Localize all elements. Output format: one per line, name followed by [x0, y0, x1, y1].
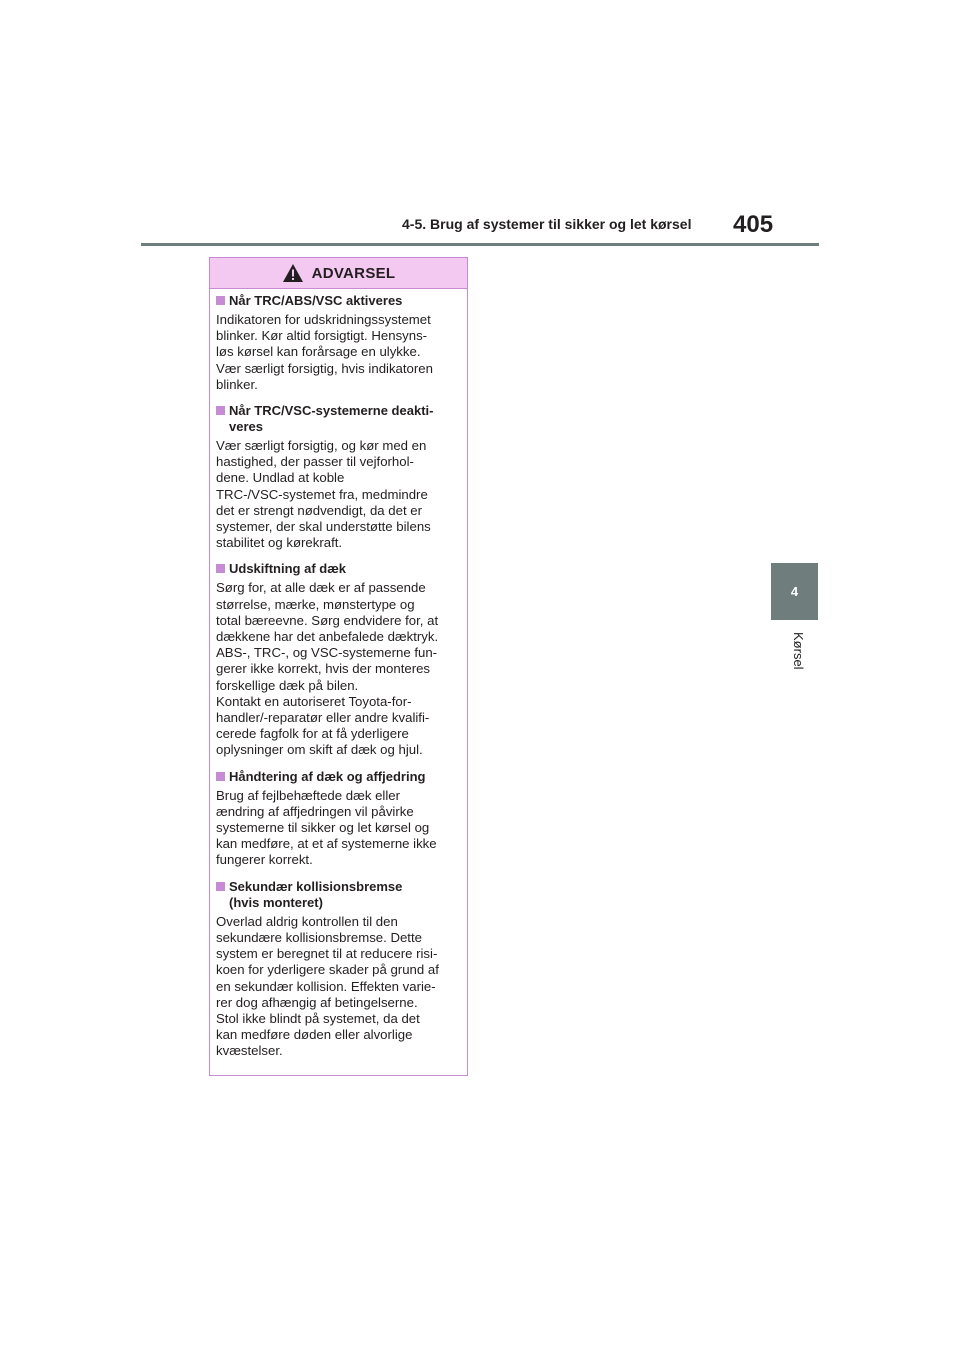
- section-heading-text: Håndtering af dæk og affjedring: [229, 768, 426, 784]
- section-text: Indikatoren for udskridningssystemet blinker. Kør altid forsigtigt. Hensyns- løs kørsel kan forårsage en ulykke. Vær særligt forsigtig, hvis indikatoren blinker.: [216, 312, 433, 392]
- warning-title: ADVARSEL: [311, 264, 396, 282]
- square-bullet-icon: [216, 296, 225, 305]
- section-heading-text: Når TRC/ABS/VSC aktiveres: [229, 293, 403, 308]
- warning-section: [216, 403, 462, 551]
- square-bullet-icon: [216, 406, 225, 415]
- section-text: Sørg for, at alle dæk er af passende størrelse, mærke, mønstertype og total bæreevne. Sørg endvidere for, at dækkene har det anbefalede dæktryk. ABS-, TRC-, og VSC-systemerne fun- gerer ikke korrekt, hvis der monteres forskellige dæk på bilen. Kontakt en autoriseret Toyota-for- handler/-reparatør eller andre kvalifi- cerede fagfolk for at få yderligere oplysninger om skift af dæk og hjul.: [216, 580, 439, 758]
- section-text: Brug af fejlbehæftede dæk eller ændring af affjedringen vil påvirke systemerne til sikker og let kørsel og kan medføre, at et af systemerne ikke fungerer korrekt.: [216, 787, 437, 868]
- section-heading: [216, 293, 462, 309]
- warning-section: [216, 879, 462, 1060]
- section-heading-text: Udskiftning af dæk: [229, 561, 347, 577]
- warning-section: [216, 769, 462, 869]
- section-title: 4-5. Brug af systemer til sikker og let kørsel: [402, 216, 692, 232]
- square-bullet-icon: [216, 882, 225, 891]
- section-heading: [216, 769, 462, 785]
- page-number: 405: [733, 211, 774, 238]
- warning-header: [210, 258, 467, 289]
- section-text: Overlad aldrig kontrollen til den sekundære kollisionsbremse. Dette system er beregnet til at reducere risi- koen for yderligere skader på grund af en sekundær kollision. Effekten varie- rer dog afhængig af betingelserne. Stol ikke blindt på systemet, da det kan medføre døden eller alvorlige kvæstelser.: [216, 913, 439, 1059]
- square-bullet-icon: [216, 564, 225, 573]
- square-bullet-icon: [216, 772, 225, 781]
- chapter-label: Kørsel: [791, 632, 806, 670]
- section-text: Vær særligt forsigtig, og kør med en hastighed, der passer til vejforhol- dene. Undlad at koble TRC-/VSC-systemet fra, medmindre det er strengt nødvendigt, da det er systemer, der skal understøtte bilens stabilitet og kørekraft.: [216, 438, 431, 551]
- warning-triangle-icon: [282, 263, 304, 283]
- warning-box: [209, 257, 468, 1076]
- section-heading-text: Sekundær kollisionsbremse (hvis monteret): [229, 878, 403, 910]
- section-heading: [216, 879, 462, 911]
- warning-section: [216, 293, 462, 393]
- header-divider: [141, 243, 819, 246]
- warning-section: [216, 561, 462, 758]
- chapter-number: 4: [790, 584, 799, 599]
- chapter-tab: [771, 563, 818, 620]
- section-heading: [216, 403, 462, 435]
- section-heading: [216, 561, 462, 577]
- warning-body: [210, 289, 467, 1060]
- section-heading-text: Når TRC/VSC-systemerne deakti- veres: [229, 403, 434, 435]
